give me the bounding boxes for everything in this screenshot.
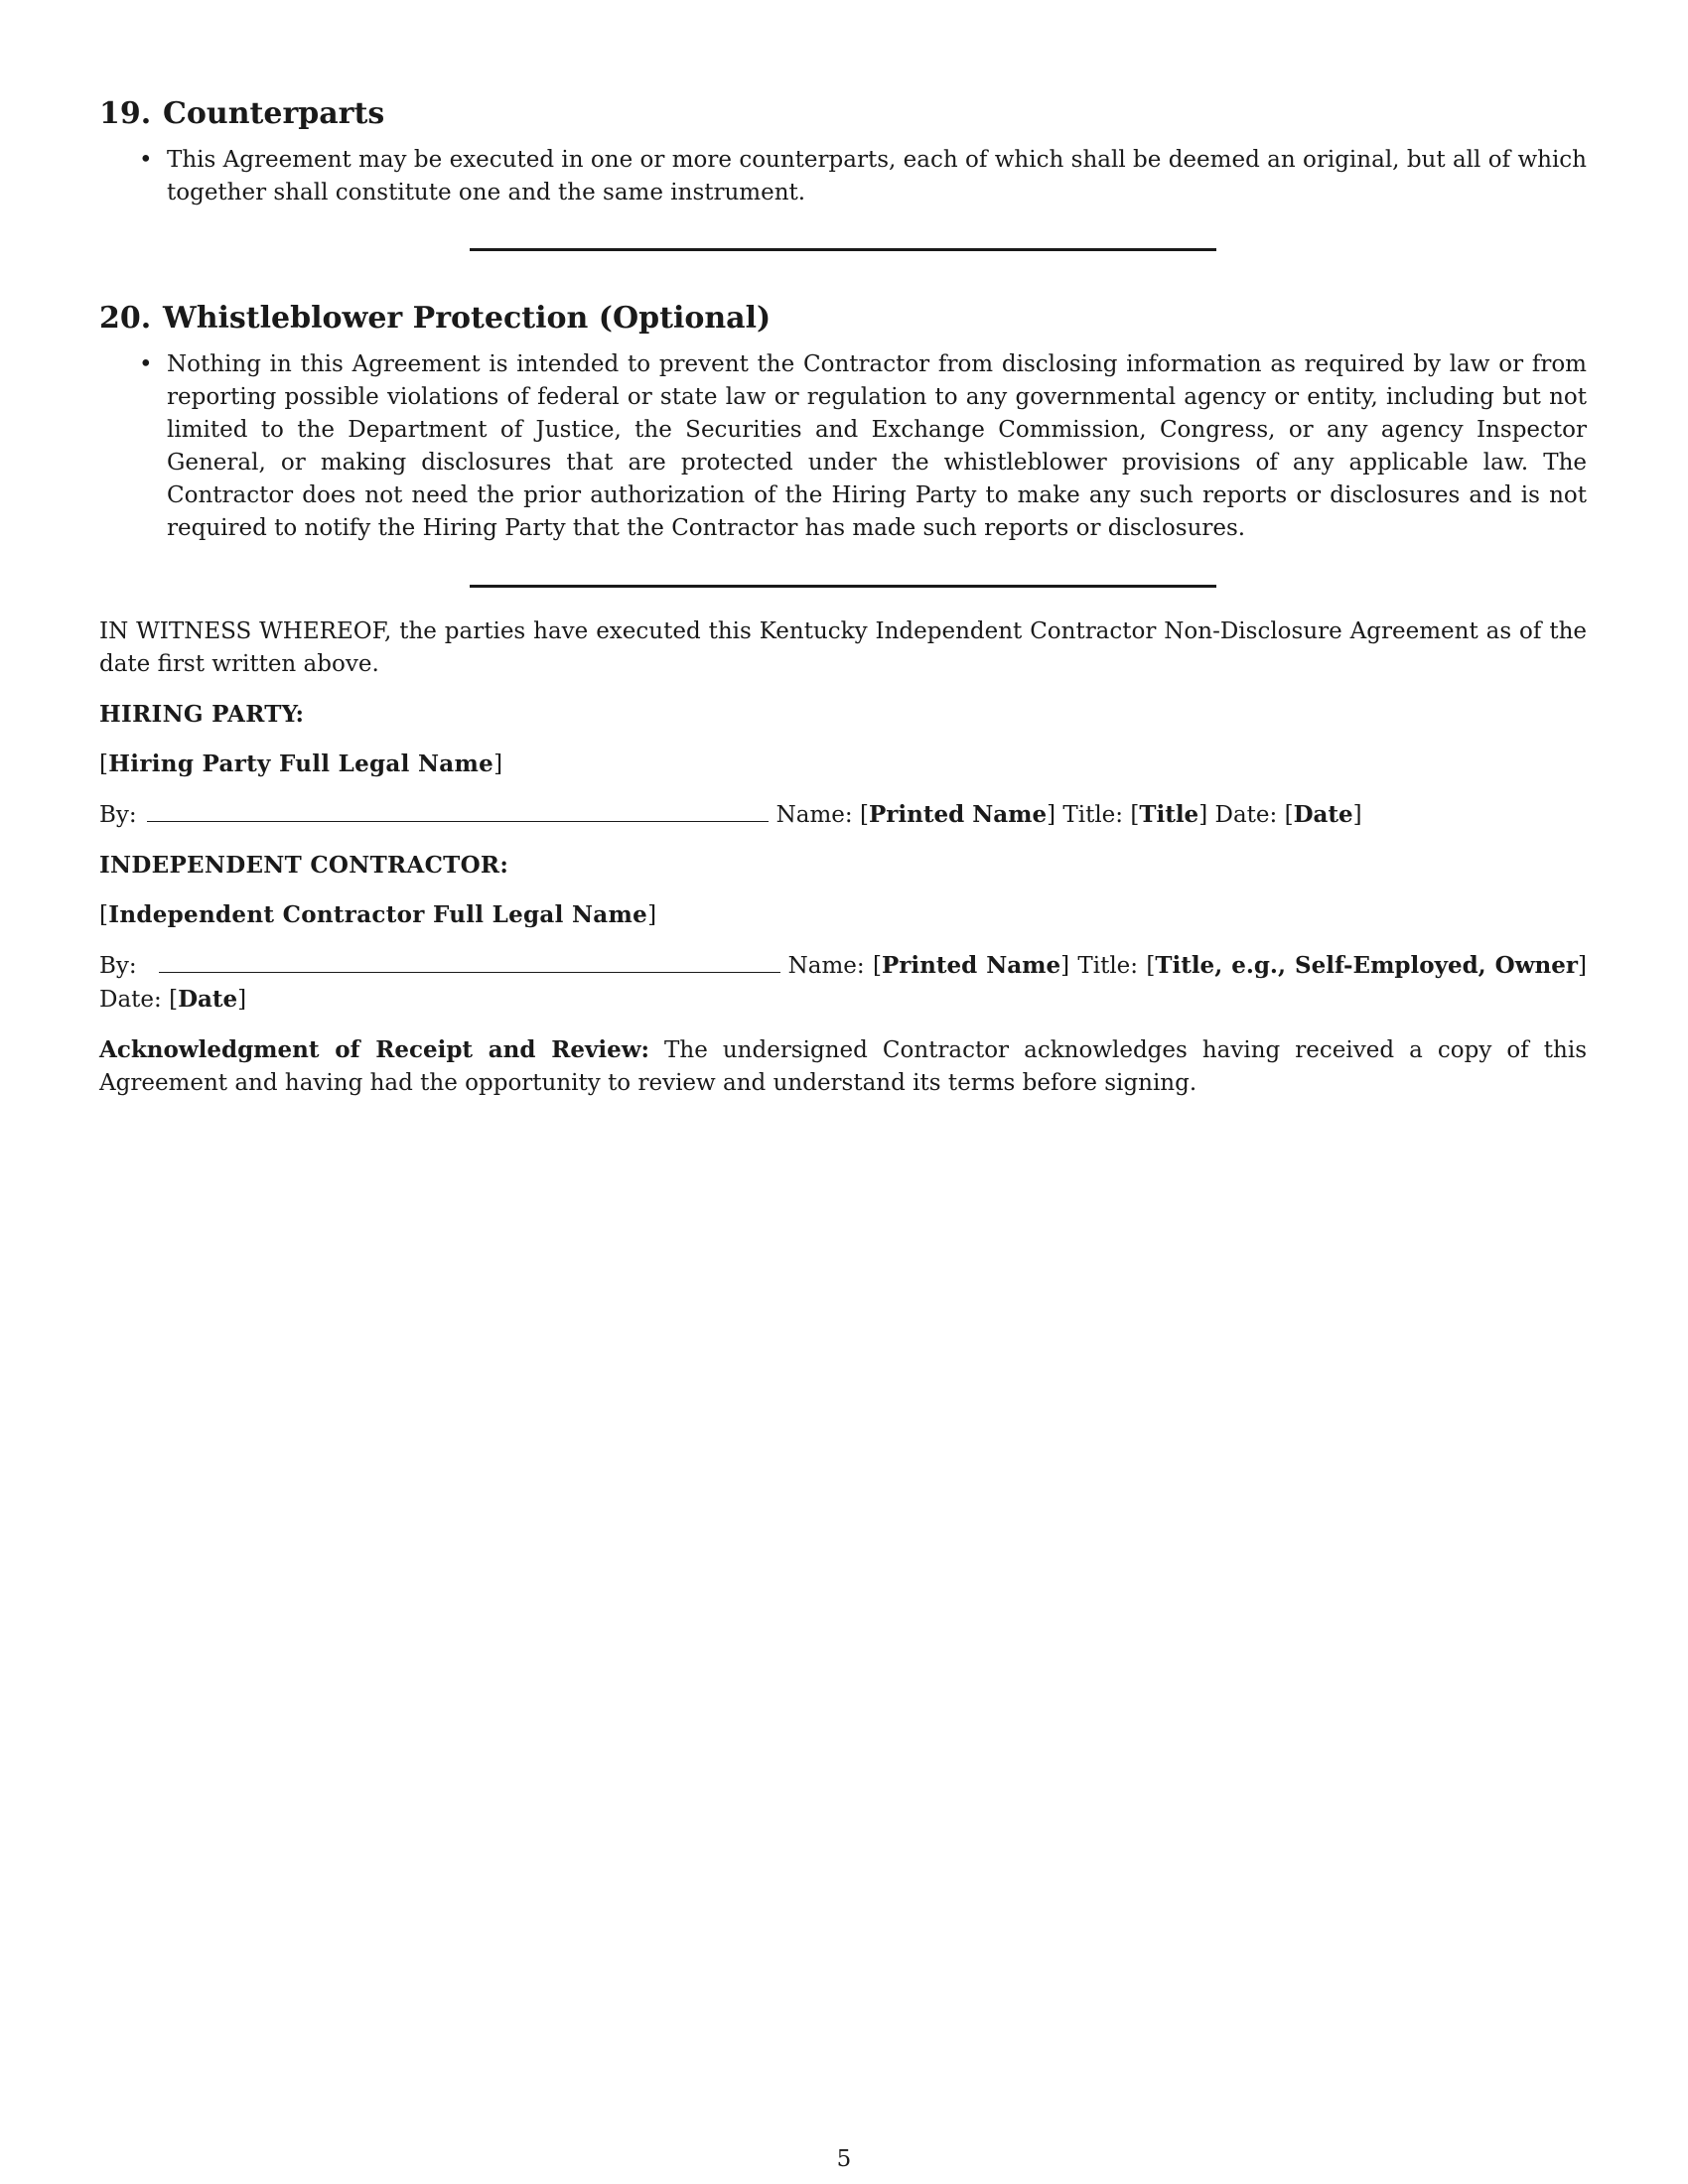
title-placeholder: Title, e.g., Self-Employed, Owner <box>1155 952 1578 979</box>
bullet-list <box>99 348 1587 545</box>
signature-blank[interactable] <box>159 950 780 973</box>
section-whistleblower <box>99 299 1587 545</box>
by-label: By: <box>99 802 137 828</box>
by-label: By: <box>99 953 137 979</box>
date-placeholder: Date <box>178 986 238 1013</box>
acknowledgment-paragraph <box>99 1033 1587 1100</box>
witness-paragraph: IN WITNESS WHEREOF, the parties have executed this Kentucky Independent Contractor Non-Disclosure Agreement as of the date first written above. <box>99 618 1587 677</box>
bullet-list <box>99 144 1587 209</box>
bullet-icon: • <box>139 147 153 173</box>
document-page <box>99 94 1587 1100</box>
signature-blank[interactable] <box>147 799 769 822</box>
date-placeholder: Date <box>1293 801 1353 828</box>
section-divider <box>470 585 1216 588</box>
section-counterparts <box>99 94 1587 209</box>
section-number: 20. <box>99 301 152 336</box>
name-label: Name: <box>775 802 853 828</box>
section-heading <box>99 94 1587 134</box>
placeholder-text: Hiring Party Full Legal Name <box>108 751 494 777</box>
acknowledgment-label: Acknowledgment of Receipt and Review: <box>99 1036 649 1063</box>
date-label: Date: <box>99 987 162 1013</box>
hiring-party-signature-line: By: Name: [Printed Name] Title: [Title] Date: [Date] <box>99 801 1362 828</box>
title-label: Title: <box>1077 953 1139 979</box>
list-item-text: Nothing in this Agreement is intended to prevent the Contractor from disclosing information as required by law or from reporting possible violations of federal or state law or regulation to any governmental agency or entity, including but not limited to the Department of Justice, the Securities and Exchange Commission, Congress, or any agency Inspector General, or making disclosures that are protected under the whistleblower provisions of any applicable law. The Contractor does not need the prior authorization of the Hiring Party to make any such reports or disclosures and is not required to notify the Hiring Party that the Contractor has made such reports or disclosures. <box>167 351 1587 541</box>
title-placeholder: Title <box>1139 801 1199 828</box>
section-title: Whistleblower Protection (Optional) <box>163 301 772 336</box>
title-label: Title: <box>1062 802 1124 828</box>
date-label: Date: <box>1214 802 1278 828</box>
list-item-text: This Agreement may be executed in one or more counterparts, each of which shall be deemed an original, but all of which together shall constitute one and the same instrument. <box>167 147 1587 205</box>
bullet-icon: • <box>139 351 153 377</box>
contractor-heading: INDEPENDENT CONTRACTOR: <box>99 852 509 879</box>
list-item <box>139 144 1587 209</box>
acknowledgment-text: The undersigned Contractor acknowledges having received a copy of this Agreement and having had the opportunity to review and understand its terms before signing. <box>99 1037 1587 1096</box>
contractor-name-placeholder: [Independent Contractor Full Legal Name] <box>99 901 657 928</box>
contractor-signature-line: By: Name: [Printed Name] Title: [Title, e.g., Self-Employed, Owner] Date: [Date] <box>99 952 1587 1013</box>
list-item <box>139 348 1587 545</box>
name-label: Name: <box>787 953 865 979</box>
hiring-party-name-placeholder: [Hiring Party Full Legal Name] <box>99 751 503 777</box>
printed-name-placeholder: Printed Name <box>881 952 1061 979</box>
placeholder-text: Independent Contractor Full Legal Name <box>108 901 648 928</box>
section-number: 19. <box>99 96 152 131</box>
section-title: Counterparts <box>163 96 385 131</box>
section-heading <box>99 299 1587 339</box>
page-number: 5 <box>836 2146 852 2172</box>
printed-name-placeholder: Printed Name <box>868 801 1048 828</box>
hiring-party-heading: HIRING PARTY: <box>99 701 305 728</box>
section-divider <box>470 248 1216 251</box>
